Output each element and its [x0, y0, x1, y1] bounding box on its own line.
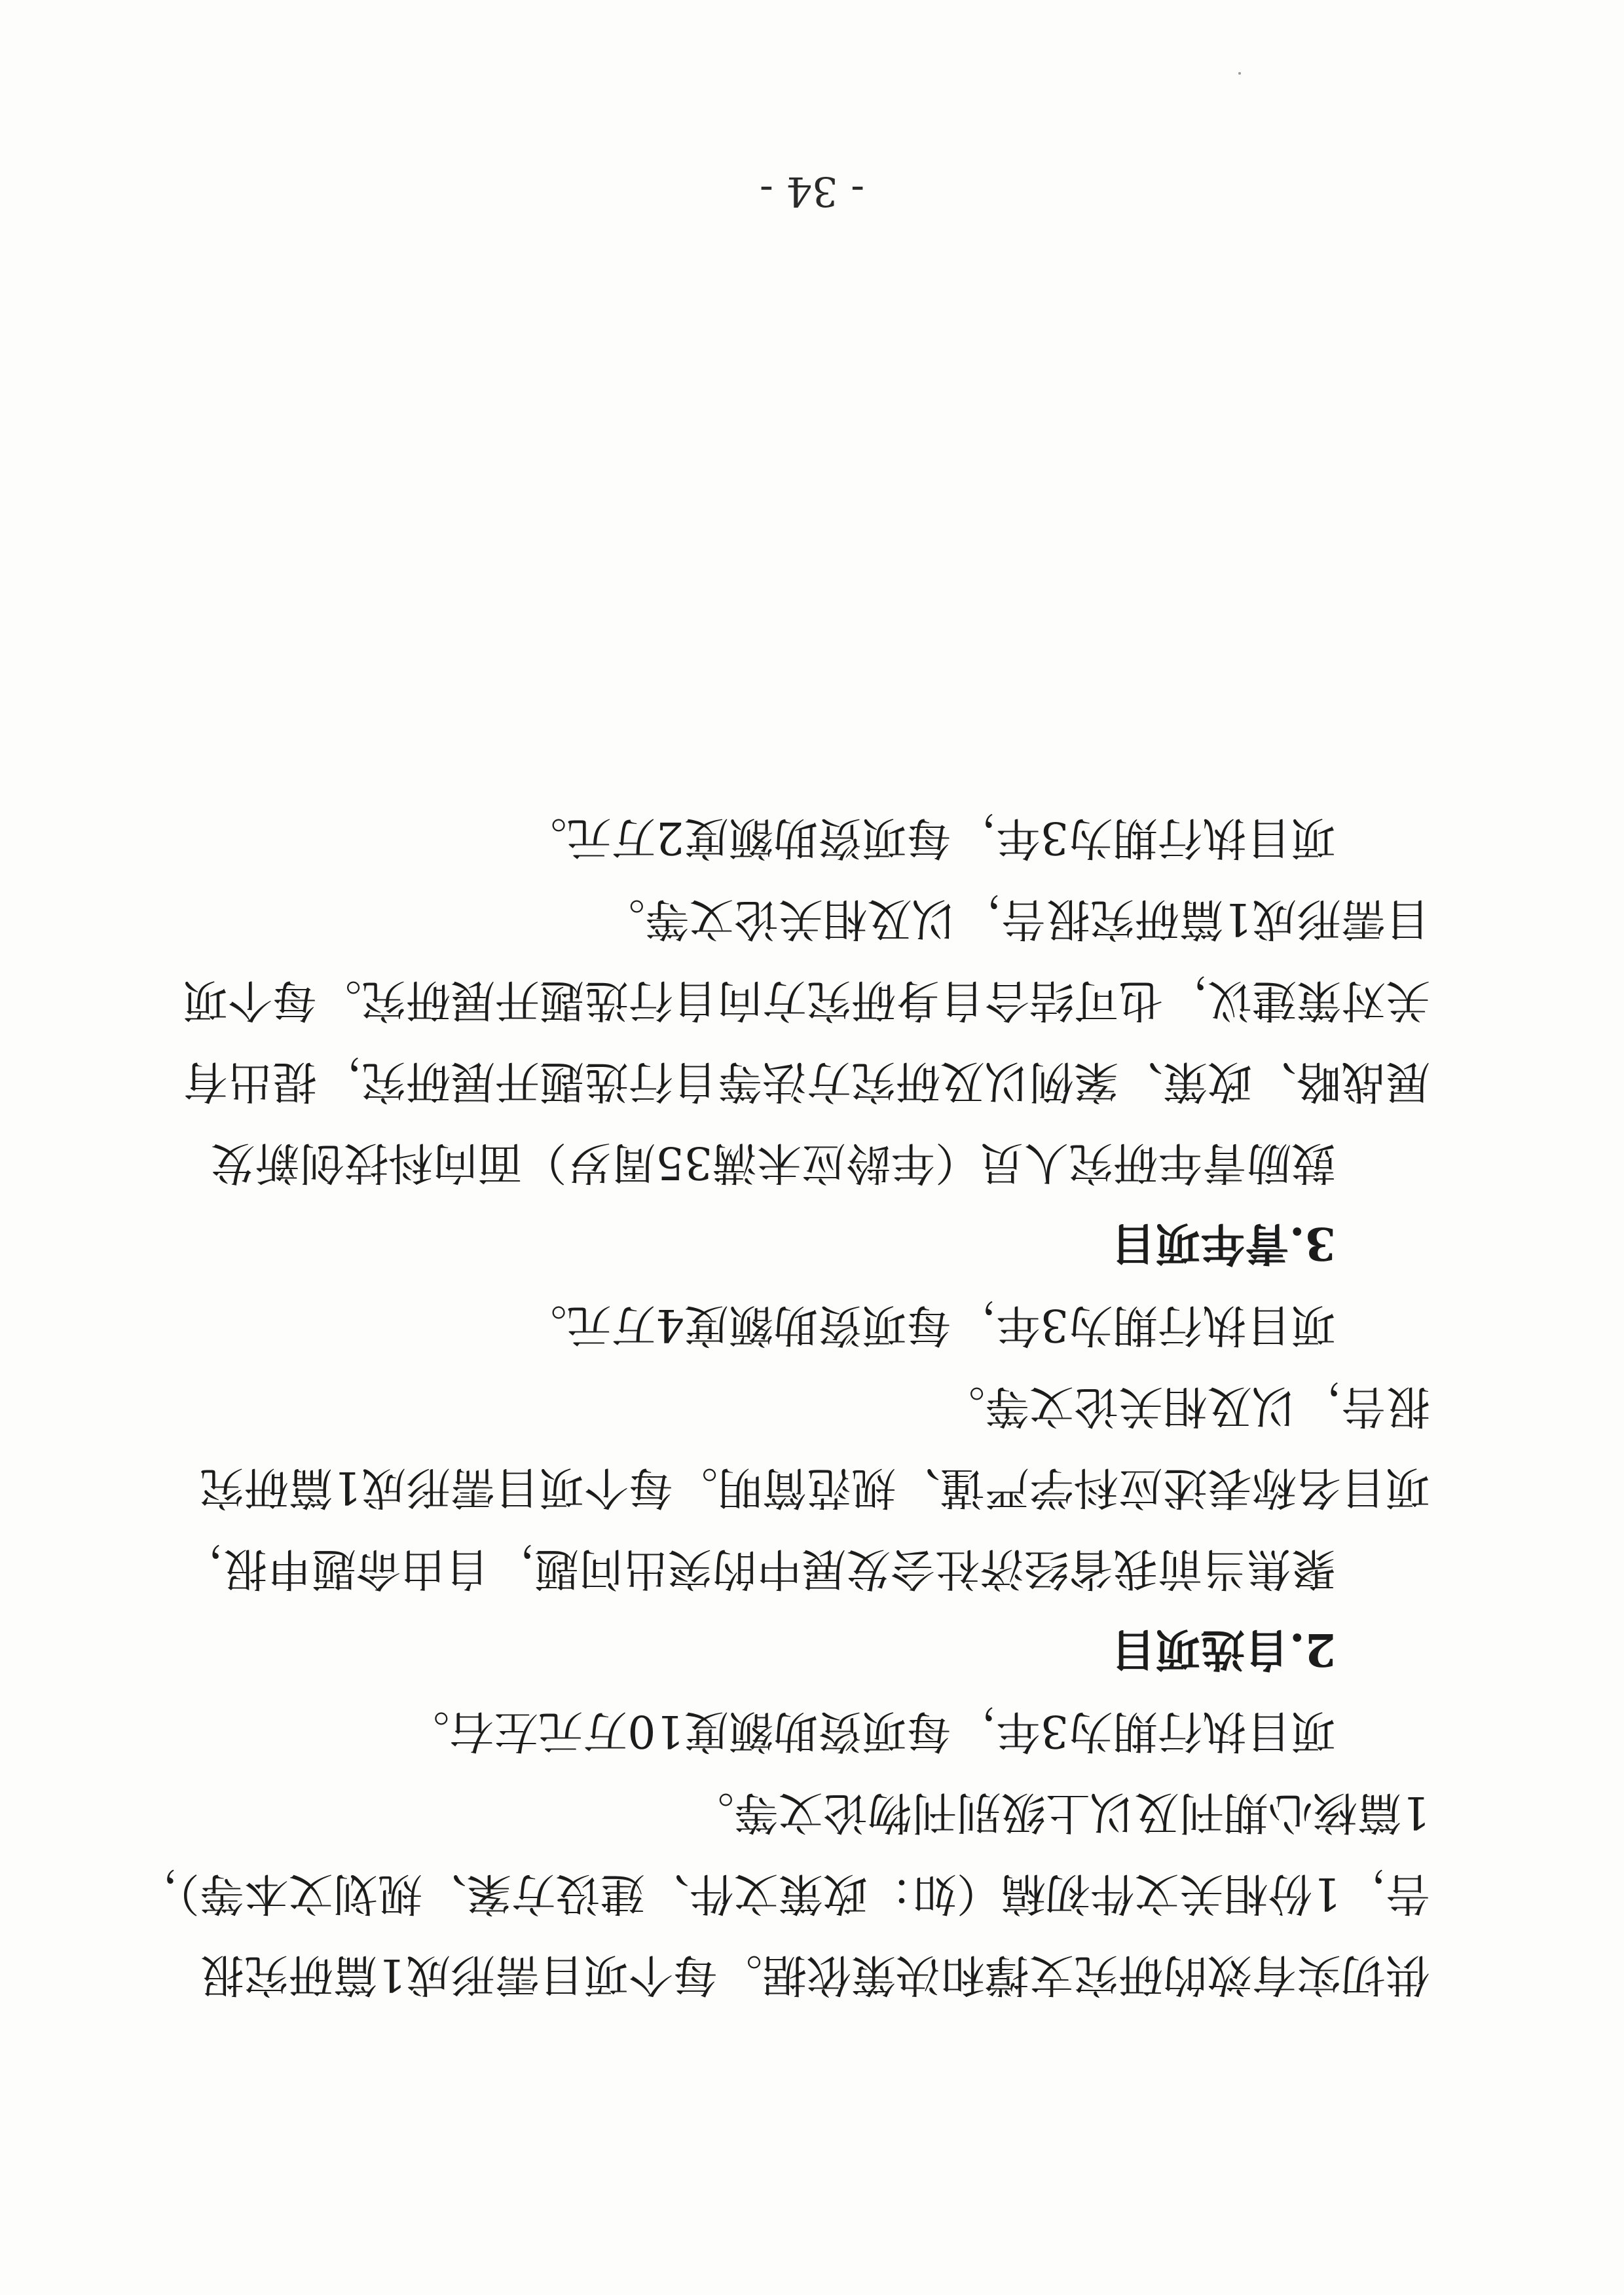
text-line: 项目执行期为3年，每项资助额度4万元。 — [522, 1299, 1336, 1351]
text-line: 报告，以及相关论文等。 — [940, 1380, 1430, 1432]
text-line: 供切实有效的研究支撑和决策依据。每个项目需形成1篇研究报 — [199, 1949, 1430, 2000]
text-line: 聚焦当前我省经济社会发展中的突出问题，自由命题申报， — [177, 1542, 1336, 1594]
section-heading: 3.青年项目 — [1111, 1217, 1336, 1269]
text-line: 鼓励青年研究人员（年龄应未满35周岁）面向科技创新发 — [210, 1136, 1336, 1188]
text-line: 告，1份相关文件初稿（如：政策文件、建设方案、规划文本等）， — [132, 1867, 1430, 1919]
text-line: 1篇核心期刊及以上级别刊物论文等。 — [689, 1786, 1430, 1838]
text-line: 项目执行期为3年，每项资助额度2万元。 — [522, 812, 1336, 863]
text-line: 项目执行期为3年，每项资助额度10万元左右。 — [405, 1705, 1336, 1757]
section-heading: 2.自选项目 — [1111, 1623, 1336, 1675]
page-number: - 34 - — [759, 168, 865, 215]
text-line: 目需形成1篇研究报告，以及相关论文等。 — [600, 893, 1430, 944]
text-line: 关对策建议，也可结合自身研究方向自行选题开展研究。每个项 — [183, 974, 1430, 1026]
text-line: 展战略、政策、案例以及研究方法等自行选题开展研究，提出有 — [183, 1055, 1430, 1107]
text-line: 项目名称表述应科学严谨、规范简明。每个项目需形成1篇研究 — [199, 1461, 1430, 1513]
scan-speck — [1238, 72, 1241, 75]
